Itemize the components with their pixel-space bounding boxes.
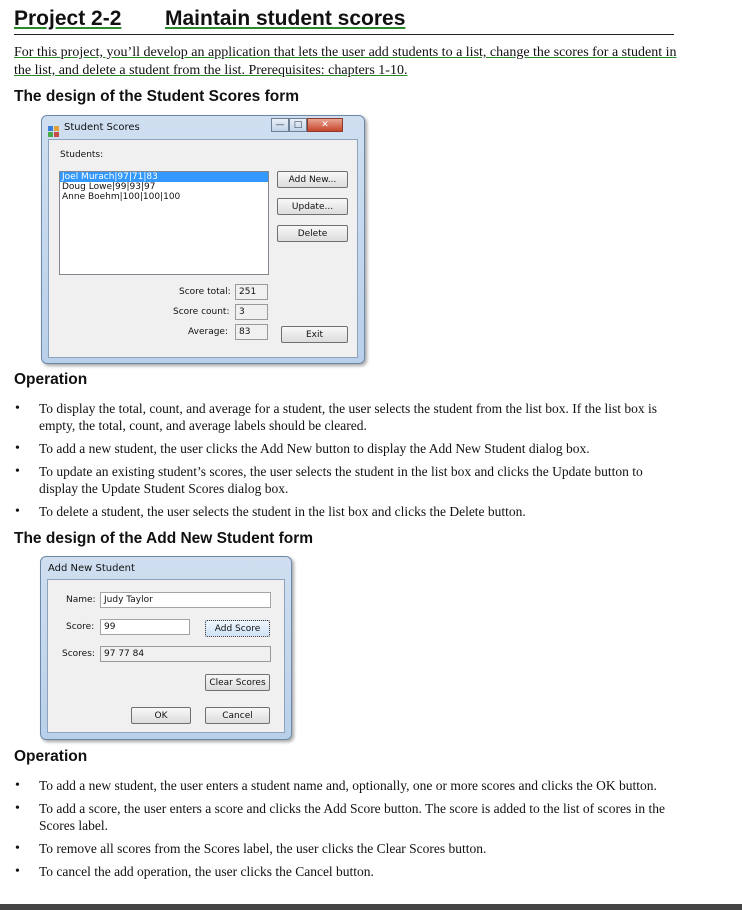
name-label: Name: xyxy=(66,595,96,605)
list-item: • To cancel the add operation, the user clicks the Cancel button. xyxy=(14,863,676,880)
window-client-area xyxy=(48,139,358,358)
score-count-value: 3 xyxy=(235,304,268,320)
list-item: • To remove all scores from the Scores label, the user clicks the Clear Scores button. xyxy=(14,840,676,857)
close-button[interactable]: ✕ xyxy=(307,118,343,132)
exit-button[interactable]: Exit xyxy=(281,326,348,343)
operation-heading-1: Operation xyxy=(14,371,88,388)
name-input[interactable]: Judy Taylor xyxy=(100,592,271,608)
student-scores-window xyxy=(41,115,365,364)
update-button[interactable]: Update... xyxy=(277,198,348,215)
window-title: Add New Student xyxy=(48,563,135,574)
scores-value: 97 77 84 xyxy=(100,646,271,662)
student-list-item[interactable]: Anne Boehm|100|100|100 xyxy=(62,192,181,202)
app-icon xyxy=(48,122,59,133)
operation-list-1 xyxy=(14,400,676,526)
add-new-button[interactable]: Add New... xyxy=(277,171,348,188)
design-heading-student-scores: The design of the Student Scores form xyxy=(14,88,300,105)
cancel-button[interactable]: Cancel xyxy=(205,707,270,724)
operation-list-2 xyxy=(14,777,676,886)
list-item: • To display the total, count, and average for a student, the user selects the student from the list box. If the list box is empty, the total, count, and average labels should be cleared. xyxy=(14,400,676,434)
average-value: 83 xyxy=(235,324,268,340)
average-label: Average: xyxy=(188,327,228,337)
window-title: Student Scores xyxy=(64,122,140,133)
project-title xyxy=(14,6,674,35)
score-total-value: 251 xyxy=(235,284,268,300)
add-new-student-window xyxy=(40,556,292,740)
list-item: • To add a score, the user enters a score and clicks the Add Score button. The score is added to the list of scores in the Scores label. xyxy=(14,800,676,834)
list-item: • To update an existing student’s scores, the user selects the student in the list box and clicks the Update button to display the Update Student Scores dialog box. xyxy=(14,463,676,497)
list-item: • To add a new student, the user enters a student name and, optionally, one or more scores and clicks the OK button. xyxy=(14,777,676,794)
page-bottom-border xyxy=(0,904,742,910)
score-count-label: Score count: xyxy=(173,307,230,317)
scores-label: Scores: xyxy=(62,649,95,659)
maximize-button[interactable]: □ xyxy=(289,118,307,132)
score-total-label: Score total: xyxy=(179,287,231,297)
design-heading-add-student: The design of the Add New Student form xyxy=(14,530,314,547)
students-listbox[interactable] xyxy=(59,171,269,275)
score-label: Score: xyxy=(66,622,95,632)
minimize-button[interactable]: — xyxy=(271,118,289,132)
student-list-item[interactable]: Joel Murach|97|71|83 xyxy=(60,172,268,182)
add-score-button[interactable]: Add Score xyxy=(205,620,270,637)
clear-scores-button[interactable]: Clear Scores xyxy=(205,674,270,691)
caption-buttons xyxy=(271,118,359,132)
operation-heading-2: Operation xyxy=(14,748,88,765)
window-client-area xyxy=(47,579,285,733)
list-item: • To add a new student, the user clicks the Add New button to display the Add New Student dialog box. xyxy=(14,440,676,457)
project-name: Maintain student scores xyxy=(165,7,406,30)
student-list-item[interactable]: Doug Lowe|99|93|97 xyxy=(62,182,156,192)
ok-button[interactable]: OK xyxy=(131,707,191,724)
intro-paragraph: For this project, you’ll develop an application that lets the user add students to a list, change the scores for a student in the list, and delete a student from the list. Prerequisites: chapters 1-10. xyxy=(14,45,677,78)
score-input[interactable]: 99 xyxy=(100,619,190,635)
delete-button[interactable]: Delete xyxy=(277,225,348,242)
students-label: Students: xyxy=(60,150,104,160)
project-number: Project 2-2 xyxy=(14,7,122,30)
list-item: • To delete a student, the user selects the student in the list box and clicks the Delete button. xyxy=(14,503,676,520)
